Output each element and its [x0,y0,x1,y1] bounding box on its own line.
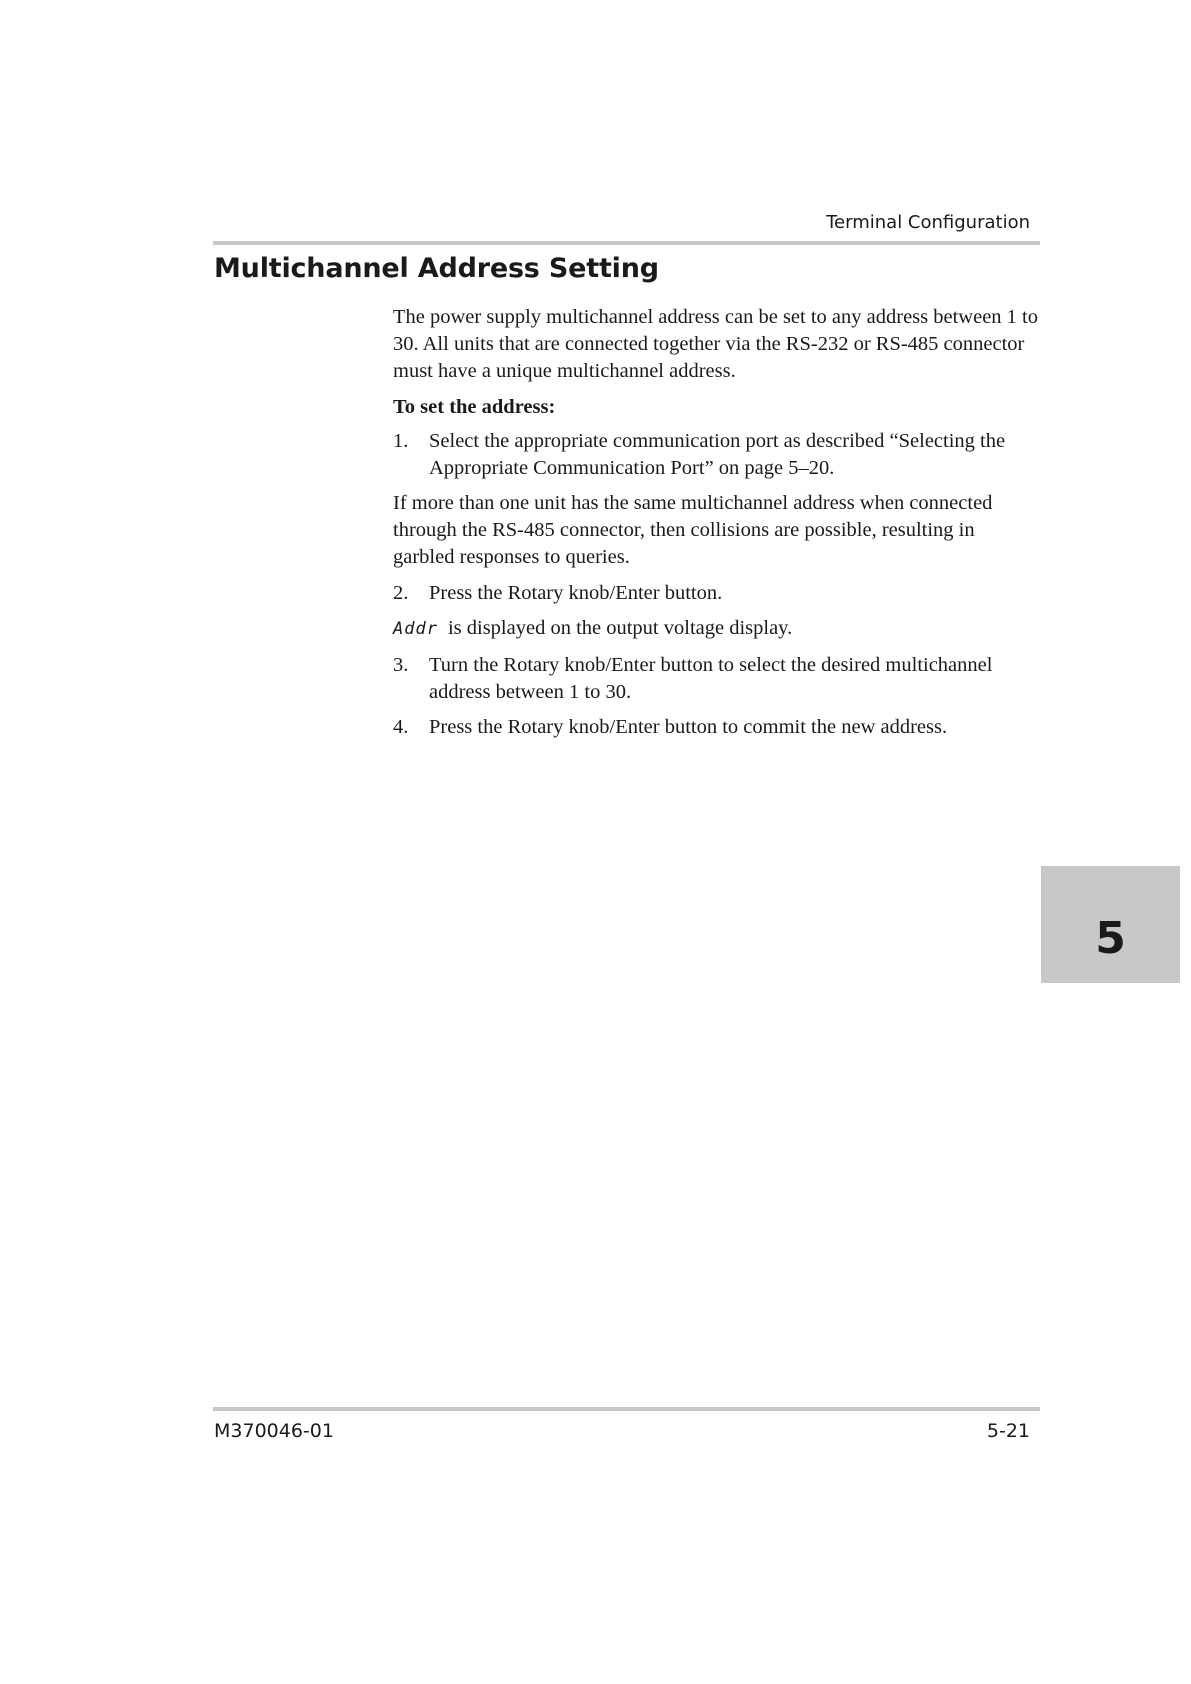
section-body [393,304,1039,749]
running-header-title: Terminal Configuration [826,212,1030,233]
step-3 [393,652,1039,706]
step-4 [393,714,1039,741]
intro-paragraph: The power supply multichannel address can be set to any address between 1 to 30. All units that are connected together via the RS-232 or RS-485 connector must have a unique multichannel address. [393,306,1038,382]
step-number: 3. [393,654,409,676]
section-title: Multichannel Address Setting [214,253,659,284]
footer-rule [213,1407,1040,1411]
chapter-number: 5 [1095,913,1126,964]
step-text: Press the Rotary knob/Enter button. [429,582,723,604]
document-number: M370046-01 [214,1420,334,1442]
step-1-note: If more than one unit has the same multichannel address when connected through the RS-485 connector, then collisions are possible, resulting in garbled responses to queries. [393,492,993,568]
procedure-heading: To set the address: [393,396,556,418]
step-2-note [393,615,1039,643]
segment-display-code: Addr [393,619,438,639]
step-number: 2. [393,582,409,604]
step-2 [393,580,1039,607]
step-number: 1. [393,430,409,452]
step-text: Press the Rotary knob/Enter button to commit the new address. [429,716,948,738]
header-rule [213,241,1040,245]
page-number: 5-21 [986,1420,1030,1442]
step-2-note-text: is displayed on the output voltage display. [447,617,793,639]
step-text: Select the appropriate communication port as described “Selecting the Appropriate Communication Port” on page 5–20. [429,430,1006,479]
step-text: Turn the Rotary knob/Enter button to select the desired multichannel address between 1 to 30. [429,654,993,703]
chapter-tab [1041,866,1180,983]
step-number: 4. [393,716,409,738]
step-1 [393,428,1039,482]
